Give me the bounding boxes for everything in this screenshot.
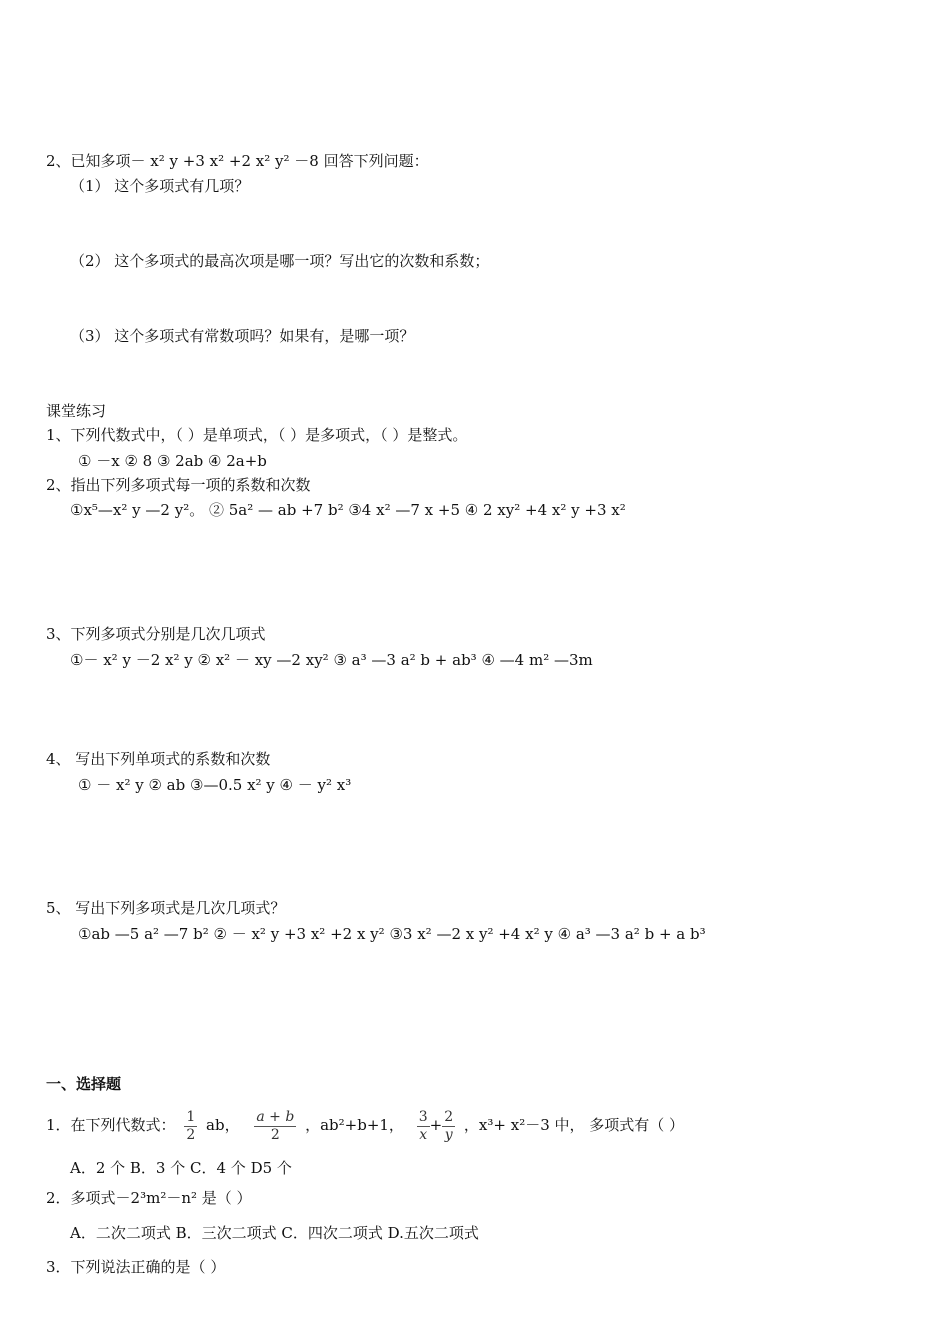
practice-5-stem: 5、 写出下列多项式是几次几项式？	[46, 899, 286, 917]
practice-2-items: ①x⁵—x² y —2 y²。 ② 5a² — ab +7 b² ③4 x² —7 x +5 ④ 2 xy² +4 x² y +3 x²	[70, 501, 626, 519]
fraction-one-half-denominator: 2	[186, 1126, 196, 1143]
choice-question-3: 3．下列说法正确的是（ ）	[46, 1258, 226, 1276]
choice-question-2: 2．多项式－2³m²－n² 是（ ）	[46, 1189, 252, 1207]
practice-3-stem: 3、下列多项式分别是几次几项式	[46, 625, 266, 643]
fraction-2-over-y-denominator: y	[444, 1126, 453, 1143]
choice-question-1	[46, 1106, 684, 1144]
choice-1-term-ab: ab，	[206, 1116, 240, 1134]
section-1-heading: 一、选择题	[46, 1075, 122, 1093]
fraction-a-plus-b-numerator: a + b	[256, 1108, 295, 1125]
practice-1-options: ① －x ② 8 ③ 2ab ④ 2a+b	[78, 452, 267, 470]
fraction-2-over-y	[442, 1109, 455, 1144]
practice-2-stem: 2、指出下列多项式每一项的系数和次数	[46, 476, 311, 494]
practice-4-stem: 4、 写出下列单项式的系数和次数	[46, 750, 271, 768]
fraction-a-plus-b-denominator: 2	[270, 1126, 280, 1143]
fraction-3-over-x-denominator: x	[419, 1126, 428, 1143]
question-2-sub-2: （2） 这个多项式的最高次项是哪一项？写出它的次数和系数；	[70, 252, 490, 270]
fraction-one-half-numerator: 1	[186, 1108, 196, 1125]
practice-1-stem: 1、下列代数式中，（ ）是单项式，（ ）是多项式，（ ）是整式。	[46, 426, 468, 444]
choice-1-prefix: 1．在下列代数式：	[46, 1116, 176, 1134]
choice-2-options: A．二次二项式 B．三次二项式 C．四次二项式 D.五次二项式	[70, 1224, 479, 1242]
question-2-sub-1: （1） 这个多项式有几项？	[70, 177, 250, 195]
fraction-3-over-x	[417, 1109, 430, 1144]
practice-3-items: ①－ x² y －2 x² y ② x² － xy —2 xy² ③ a³ —3 a² b + ab³ ④ —4 m² —3m	[70, 651, 593, 669]
practice-5-items: ①ab —5 a² —7 b² ② － x² y +3 x² +2 x y² ③3 x² —2 x y² +4 x² y ④ a³ —3 a² b + a b³	[78, 925, 706, 943]
choice-1-tail: ，x³+ x²－3 中， 多项式有（ ）	[463, 1116, 685, 1134]
practice-4-items: ① － x² y ② ab ③—0.5 x² y ④ － y² x³	[78, 776, 352, 794]
fraction-2-over-y-numerator: 2	[444, 1108, 454, 1125]
question-2-stem: 2、已知多项－ x² y +3 x² +2 x² y² －8 回答下列问题：	[46, 152, 429, 170]
question-2-sub-3: （3） 这个多项式有常数项吗？如果有，是哪一项？	[70, 327, 415, 345]
fraction-3-over-x-numerator: 3	[418, 1108, 428, 1125]
fraction-a-plus-b-over-2	[254, 1109, 296, 1144]
fraction-one-half	[184, 1109, 197, 1144]
choice-1-term-polynomial: ，ab²+b+1，	[305, 1116, 404, 1134]
plus-sign: +	[429, 1116, 443, 1134]
practice-heading: 课堂练习	[46, 402, 107, 420]
choice-1-options: A．2 个 B．3 个 C．4 个 D5 个	[70, 1159, 292, 1177]
